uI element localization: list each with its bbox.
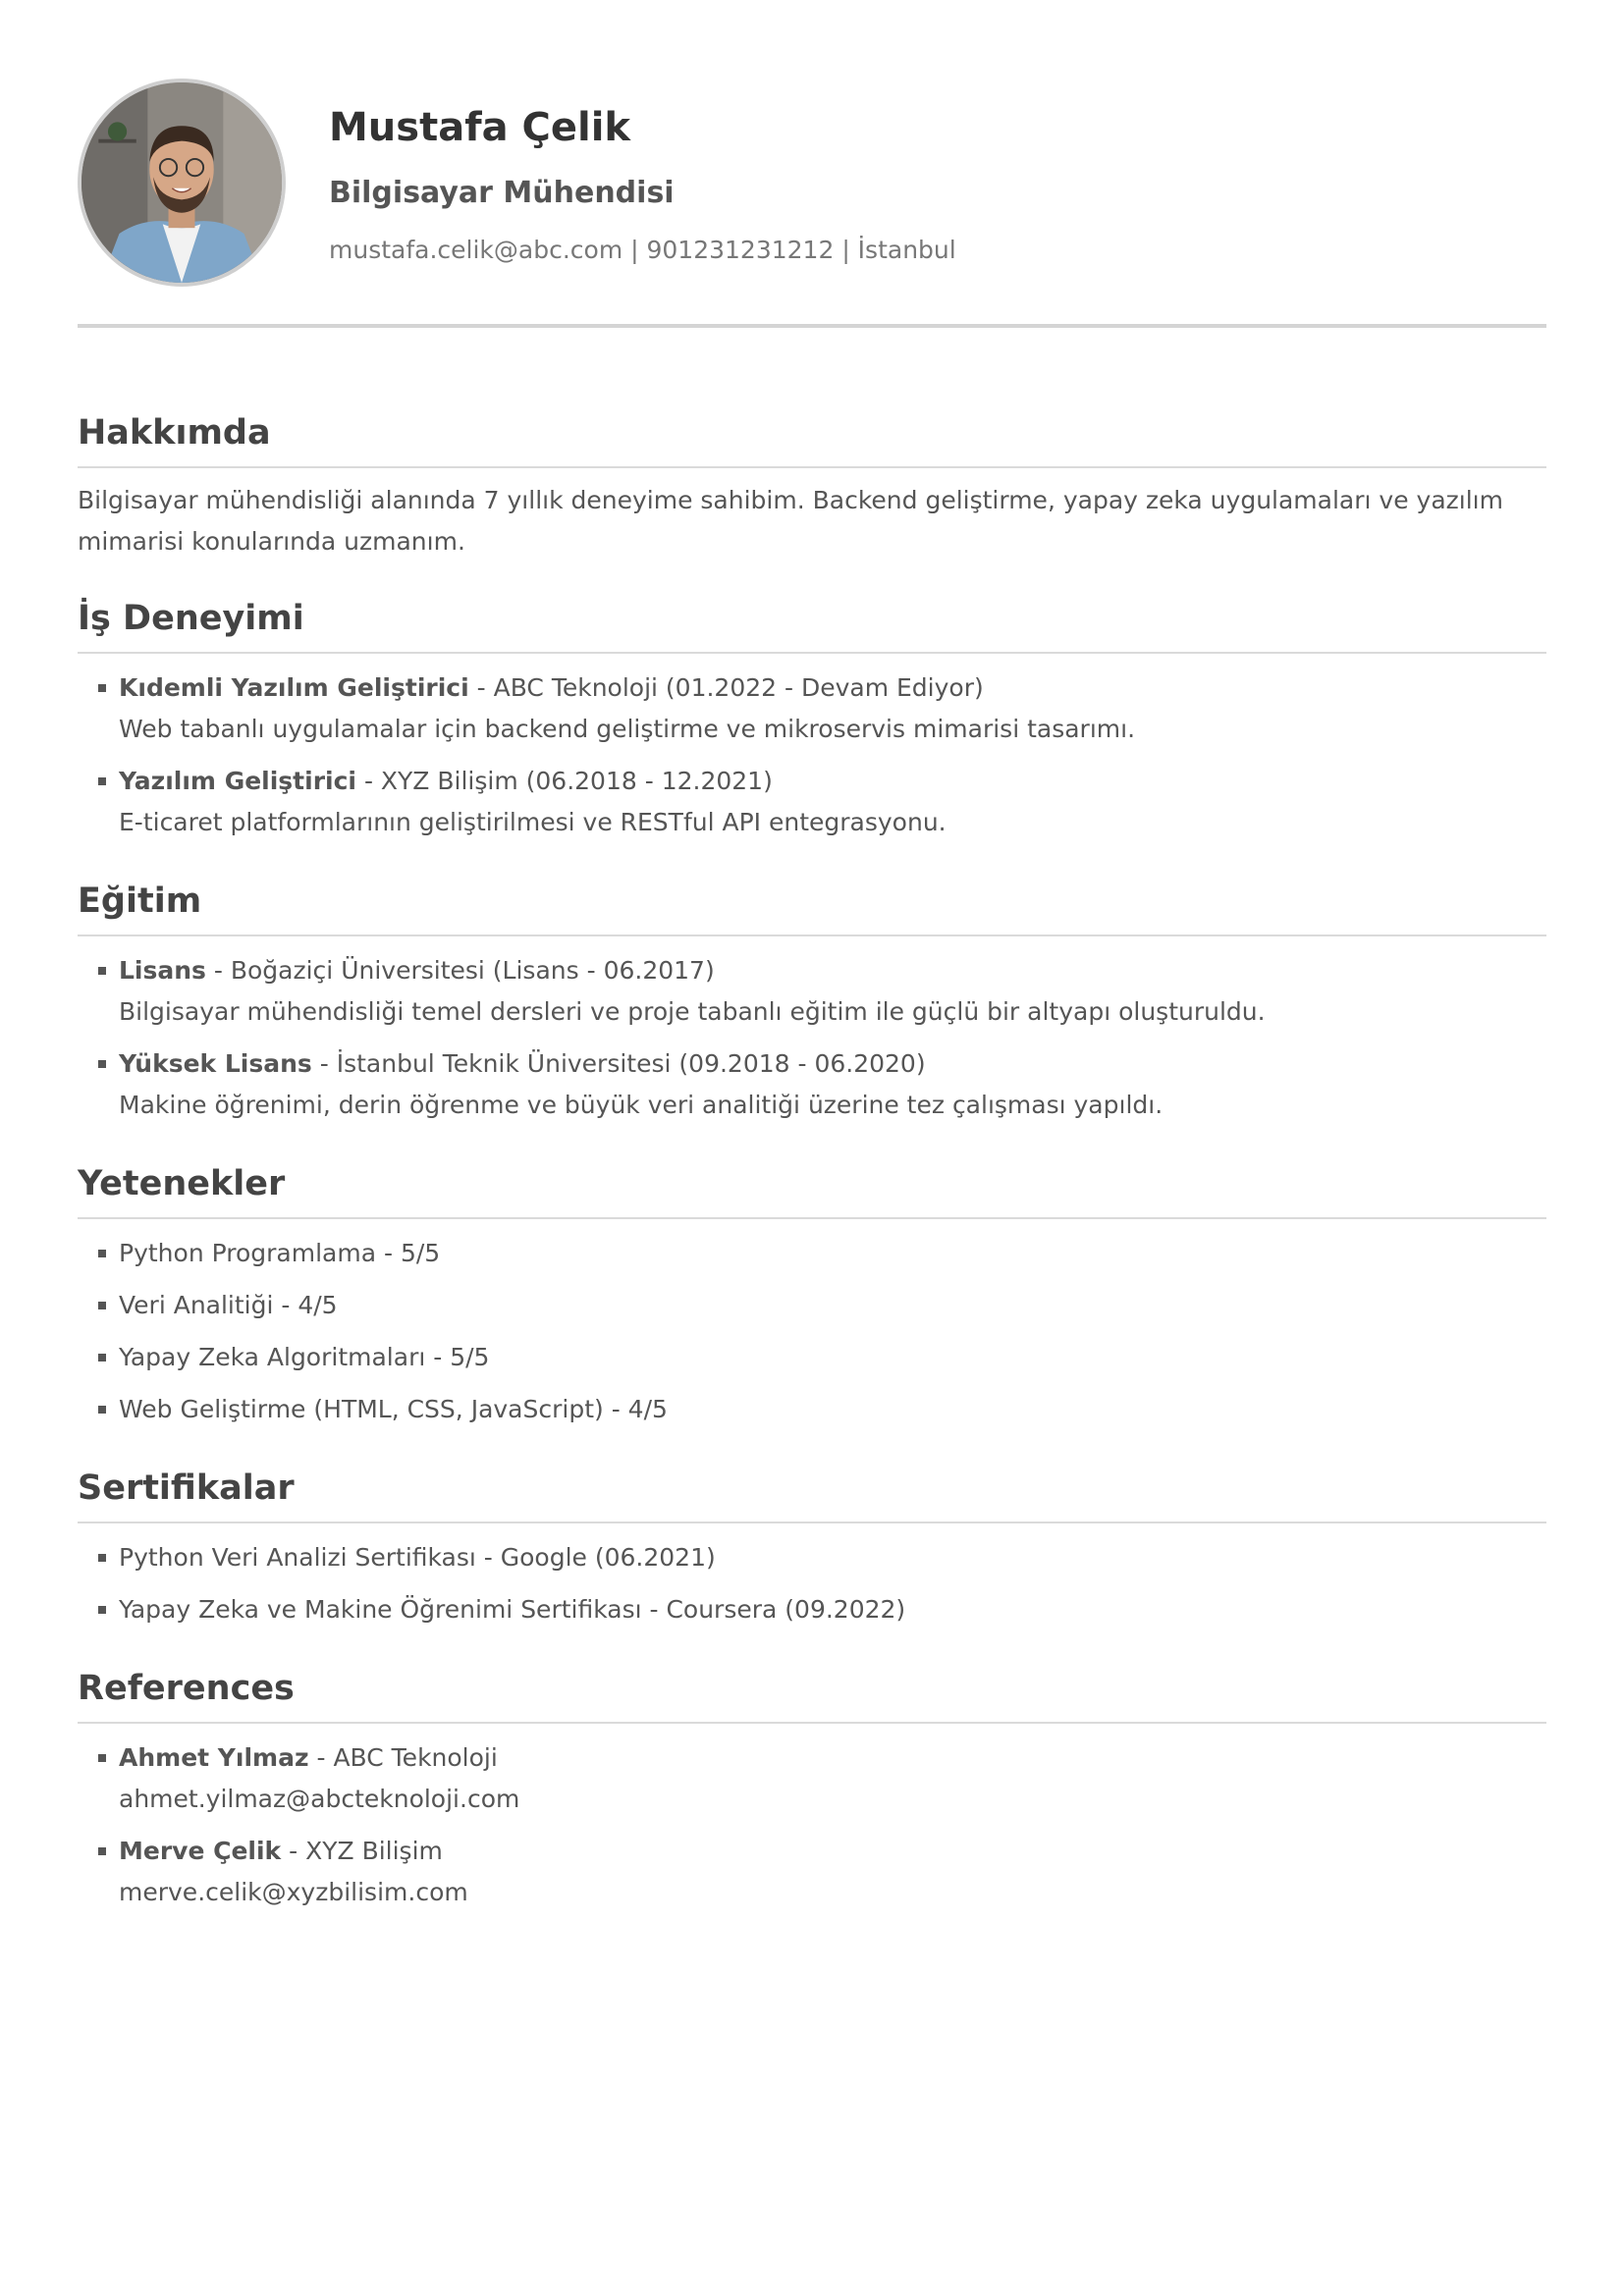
bullet-icon <box>98 1302 106 1309</box>
section-heading-skills: Yetenekler <box>78 1167 1546 1219</box>
reference-name: Merve Çelik <box>119 1837 282 1865</box>
skills-list <box>78 1233 1546 1430</box>
references-list <box>78 1737 1546 1913</box>
header-text <box>329 79 956 265</box>
section-heading-education: Eğitim <box>78 884 1546 936</box>
experience-role: Yazılım Geliştirici <box>119 767 356 795</box>
experience-detail: - XYZ Bilişim (06.2018 - 12.2021) <box>356 767 773 795</box>
experience-description: E-ticaret platformlarının geliştirilmesi ve RESTful API entegrasyonu. <box>119 808 947 836</box>
bullet-icon <box>98 1754 106 1762</box>
education-degree: Lisans <box>119 956 206 985</box>
profile-photo-image <box>81 82 282 283</box>
bullet-icon <box>98 1406 106 1414</box>
experience-list <box>78 667 1546 843</box>
section-heading-about: Hakkımda <box>78 416 1546 468</box>
list-item <box>78 1043 1546 1126</box>
section-certificates <box>78 1468 1546 1630</box>
person-name: Mustafa Çelik <box>329 105 631 150</box>
experience-detail: - ABC Teknoloji (01.2022 - Devam Ediyor) <box>468 673 984 702</box>
certificates-list <box>78 1537 1546 1630</box>
list-item <box>78 1233 1546 1274</box>
bullet-icon <box>98 1554 106 1562</box>
contact-info: mustafa.celik@abc.com | 901231231212 | İstanbul <box>329 236 956 264</box>
list-item <box>78 1389 1546 1430</box>
education-description: Bilgisayar mühendisliği temel dersleri ve proje tabanlı eğitim ile güçlü bir altyapı oluşturuldu. <box>119 997 1266 1026</box>
bullet-icon <box>98 777 106 785</box>
list-item <box>78 1589 1546 1630</box>
experience-role: Kıdemli Yazılım Geliştirici <box>119 673 469 702</box>
reference-name: Ahmet Yılmaz <box>119 1743 309 1772</box>
profile-photo <box>78 79 286 287</box>
education-list <box>78 950 1546 1126</box>
section-references <box>78 1669 1546 1913</box>
list-item <box>78 667 1546 750</box>
job-title: Bilgisayar Mühendisi <box>329 176 675 210</box>
education-detail: - Boğaziçi Üniversitesi (Lisans - 06.2017) <box>205 956 715 985</box>
skill-text: Web Geliştirme (HTML, CSS, JavaScript) - 4/5 <box>119 1395 668 1423</box>
bullet-icon <box>98 1250 106 1257</box>
header-divider <box>78 324 1546 328</box>
bullet-icon <box>98 1606 106 1614</box>
section-heading-certificates: Sertifikalar <box>78 1471 1546 1523</box>
reference-email: merve.celik@xyzbilisim.com <box>119 1878 468 1906</box>
education-description: Makine öğrenimi, derin öğrenme ve büyük veri analitiği üzerine tez çalışması yapıldı. <box>119 1091 1164 1119</box>
experience-description: Web tabanlı uygulamalar için backend geliştirme ve mikroservis mimarisi tasarımı. <box>119 715 1136 743</box>
section-experience <box>78 599 1546 843</box>
reference-detail: - ABC Teknoloji <box>308 1743 498 1772</box>
bullet-icon <box>98 967 106 975</box>
list-item <box>78 1337 1546 1378</box>
section-education <box>78 881 1546 1126</box>
bullet-icon <box>98 684 106 692</box>
list-item <box>78 1737 1546 1820</box>
section-about <box>78 413 1546 562</box>
bullet-icon <box>98 1060 106 1068</box>
reference-detail: - XYZ Bilişim <box>281 1837 443 1865</box>
bullet-icon <box>98 1354 106 1362</box>
education-degree: Yüksek Lisans <box>119 1049 312 1078</box>
list-item <box>78 950 1546 1033</box>
list-item <box>78 1285 1546 1326</box>
section-heading-experience: İş Deneyimi <box>78 602 1546 654</box>
certificate-text: Python Veri Analizi Sertifikası - Google (06.2021) <box>119 1543 716 1572</box>
bullet-icon <box>98 1847 106 1855</box>
skill-text: Yapay Zeka Algoritmaları - 5/5 <box>119 1343 490 1371</box>
about-text: Bilgisayar mühendisliği alanında 7 yıllık deneyime sahibim. Backend geliştirme, yapay zeka uygulamaları ve yazılım mimarisi konularında uzmanım. <box>78 486 1503 556</box>
skill-text: Python Programlama - 5/5 <box>119 1239 441 1267</box>
reference-email: ahmet.yilmaz@abcteknoloji.com <box>119 1785 520 1813</box>
section-heading-references: References <box>78 1672 1546 1724</box>
list-item <box>78 1537 1546 1578</box>
section-skills <box>78 1164 1546 1430</box>
skill-text: Veri Analitiği - 4/5 <box>119 1291 338 1319</box>
certificate-text: Yapay Zeka ve Makine Öğrenimi Sertifikası - Coursera (09.2022) <box>119 1595 906 1624</box>
list-item <box>78 1831 1546 1913</box>
list-item <box>78 761 1546 843</box>
education-detail: - İstanbul Teknik Üniversitesi (09.2018 - 06.2020) <box>311 1049 926 1078</box>
resume-header <box>78 79 1546 324</box>
